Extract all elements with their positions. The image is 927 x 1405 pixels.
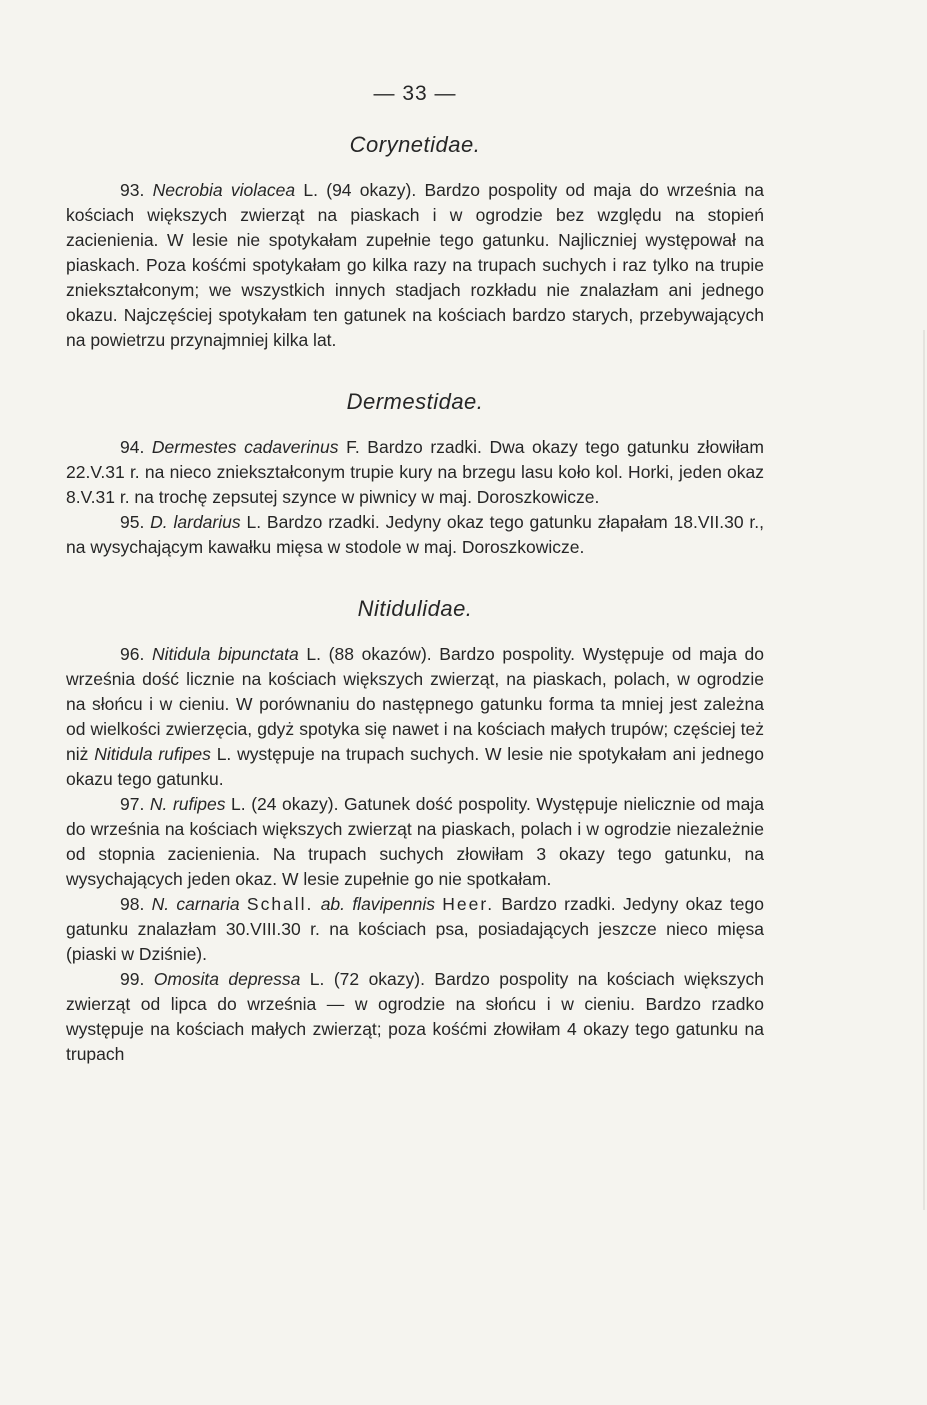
species-name: Omosita depressa: [153, 969, 301, 989]
entry-text: (88 okazów). Bardzo pospolity. Występuje od maja do września dość licznie na kościach większych zwierząt, na piaskach, polach, w ogrodzie na słońcu i w cieniu. W porównaniu do następnego gatunku forma ta mniej jest zależna od wielkości zwierzęcia, gdyż spotyka się nawet i na kościach małych trupów; częściej też niż: [66, 644, 764, 764]
aberration-name: flavipennis: [352, 894, 436, 914]
inline-species-name: Nitidula rufipes: [94, 744, 211, 764]
entry-number: 95.: [120, 512, 145, 532]
species-name: Nitidula bipunctata: [151, 644, 299, 664]
entry-text: (72 okazy). Bardzo pospolity na kościach większych zwierząt od lipca do września — w ogrodzie na słońcu i w cieniu. Bardzo rzadko występuje na kościach małych zwierząt; poza kośćmi złowiłam 4 okazy tego gatunku na trupach: [66, 969, 764, 1064]
species-name: Necrobia violacea: [152, 180, 296, 200]
species-name: N. rufipes: [149, 794, 226, 814]
entry-number: 99.: [120, 969, 145, 989]
species-name: N. carnaria: [151, 894, 240, 914]
entry-number: 94.: [120, 437, 145, 457]
page-edge-shadow: [923, 330, 925, 1210]
entry-text: Bardzo rzadki. Jedyny okaz tego gatunku znalazłam 30.VIII.30 r. na kościach psa, posiadających jeszcze nieco mięsa (piaski w Dziśnie).: [66, 894, 764, 964]
entry-98: [66, 892, 764, 967]
entry-number: 97.: [120, 794, 145, 814]
species-name: Dermestes cadaverinus: [151, 437, 339, 457]
document-page: [66, 82, 764, 1067]
entry-94: [66, 435, 764, 510]
species-author: Schall.: [246, 894, 314, 914]
species-author: L.: [231, 794, 246, 814]
species-author: L.: [309, 969, 325, 989]
species-name: D. lardarius: [150, 512, 241, 532]
species-author: F.: [346, 437, 360, 457]
species-author: L.: [303, 180, 318, 200]
entry-text: Bardzo rzadki. Dwa okazy tego gatunku złowiłam 22.V.31 r. na nieco zniekształconym trupie kury na brzegu lasu koło kol. Horki, jeden okaz 8.V.31 r. na trochę zepsutej szynce w piwnicy w maj. Doroszkowicze.: [66, 437, 764, 507]
entry-93: [66, 178, 764, 353]
section-title-corynetidae: Corynetidae.: [349, 132, 481, 157]
section-title-nitidulidae: Nitidulidae.: [357, 596, 473, 621]
entry-text: Bardzo rzadki. Jedyny okaz tego gatunku złapałam 18.VII.30 r., na wysychającym kawałku mięsa w stodole w maj. Doroszkowicze.: [66, 512, 764, 557]
entry-95: [66, 510, 764, 560]
entry-number: 93.: [120, 180, 145, 200]
entry-text: L. występuje na trupach suchych. W lesie nie spotykałam ani jednego okazu tego gatunku.: [66, 744, 764, 789]
entry-number: 96.: [120, 644, 145, 664]
section-title-dermestidae: Dermestidae.: [346, 389, 484, 414]
entry-text: (94 okazy). Bardzo pospolity od maja do września na kościach większych zwierząt na piaskach i w ogrodzie bez względu na stopień zacienienia. W lesie nie spotykałam zupełnie tego gatunku. Najliczniej występował na piaskach. Poza kośćmi spotykałam go kilka razy na trupach suchych i raz tylko na trupie zniekształconym; we wszystkich innych stadjach rozkładu nie znalazłam ani jednego okazu. Najczęściej spotykałam ten gatunek na kościach bardzo starych, przebywających na powietrzu przynajmniej kilka lat.: [66, 180, 764, 350]
entry-97: [66, 792, 764, 892]
aberration-author: Heer.: [442, 894, 495, 914]
entry-text: (24 okazy). Gatunek dość pospolity. Występuje nielicznie od maja do września na kościach większych zwierząt na piaskach, polach i w ogrodzie niezależnie od stopnia zacienienia. Na trupach suchych złowiłam 3 okazy tego gatunku, na wysychających jeden okaz. W lesie zupełnie go nie spotkałam.: [66, 794, 764, 889]
entry-96: [66, 642, 764, 792]
entry-number: 98.: [120, 894, 145, 914]
entry-99: [66, 967, 764, 1067]
species-author: L.: [246, 512, 262, 532]
species-author: L.: [306, 644, 322, 664]
page-number: — 33 —: [373, 82, 457, 105]
aberration-label: ab.: [320, 894, 346, 914]
